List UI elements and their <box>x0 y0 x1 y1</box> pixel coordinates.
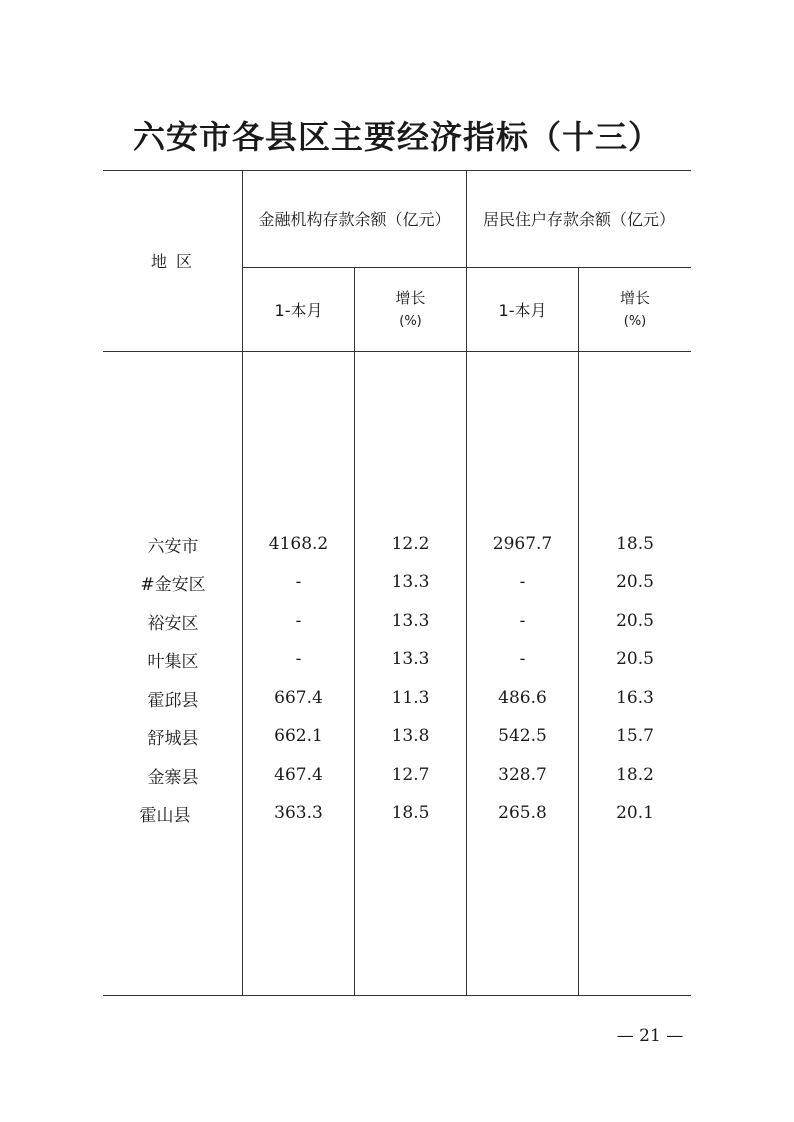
cell-g1-month: 467.4 <box>274 765 323 785</box>
cell-region: #金安区 <box>140 574 206 595</box>
cell-region: 霍邱县 <box>147 690 199 711</box>
table-row <box>103 525 691 563</box>
cell-g1-month: 363.3 <box>274 803 323 823</box>
table-row <box>103 602 691 640</box>
cell-g2-month: 2967.7 <box>492 534 553 554</box>
table-row <box>103 563 691 601</box>
cell-g2-growth: 20.5 <box>616 572 654 592</box>
header-g2-growth-unit: (%) <box>623 313 647 329</box>
cell-g1-growth: 12.7 <box>391 765 430 785</box>
table-row <box>103 794 691 832</box>
cell-region: 六安市 <box>147 536 199 557</box>
cell-g1-month: 662.1 <box>274 726 323 746</box>
cell-g2-month: - <box>519 649 526 669</box>
cell-g2-growth: 15.7 <box>616 726 654 746</box>
cell-g1-month: - <box>295 611 302 631</box>
header-g1-month: 1-本月 <box>274 301 323 320</box>
cell-g1-growth: 13.8 <box>391 726 430 746</box>
cell-region: 金寨县 <box>147 767 199 788</box>
header-g2-month: 1-本月 <box>498 301 547 320</box>
header-g1-growth <box>355 268 466 351</box>
header-g2-growth <box>579 268 691 351</box>
header-g1-growth-unit: (%) <box>399 313 422 329</box>
cell-g1-month: - <box>295 649 302 669</box>
cell-g1-growth: 13.3 <box>391 572 430 592</box>
cell-g2-growth: 16.3 <box>616 688 654 708</box>
page-title: 六安市各县区主要经济指标（十三） <box>132 118 661 156</box>
cell-g2-growth: 18.2 <box>616 765 654 785</box>
cell-g1-growth: 11.3 <box>391 688 430 708</box>
cell-region: 叶集区 <box>147 651 199 672</box>
page-number: — 21 — <box>616 1026 684 1046</box>
header-g2-growth-label: 增长 <box>619 288 650 307</box>
cell-g1-month: - <box>295 572 302 592</box>
cell-g1-month: 4168.2 <box>268 534 329 554</box>
table-bottom-border <box>103 995 691 996</box>
header-financial-deposits: 金融机构存款余额（亿元） <box>258 210 451 229</box>
cell-g2-growth: 18.5 <box>616 534 654 554</box>
cell-region: 霍山县 <box>139 805 191 826</box>
header-bottom-border <box>103 351 691 352</box>
header-region: 地 区 <box>150 252 195 271</box>
economic-indicators-table <box>103 170 691 996</box>
cell-g1-growth: 13.3 <box>391 649 430 669</box>
cell-g2-month: 542.5 <box>498 726 547 746</box>
cell-g2-month: 265.8 <box>498 803 547 823</box>
cell-g2-month: - <box>519 611 526 631</box>
cell-region: 裕安区 <box>147 613 199 634</box>
cell-g2-month: - <box>519 572 526 592</box>
cell-g2-growth: 20.5 <box>616 649 654 669</box>
cell-g2-month: 328.7 <box>498 765 547 785</box>
header-g1-growth-label: 增长 <box>395 288 426 307</box>
cell-g1-growth: 18.5 <box>391 803 430 823</box>
cell-g1-month: 667.4 <box>274 688 323 708</box>
cell-g2-growth: 20.1 <box>616 803 654 823</box>
cell-g1-growth: 13.3 <box>391 611 430 631</box>
cell-region: 舒城县 <box>147 728 199 749</box>
cell-g2-growth: 20.5 <box>616 611 654 631</box>
table-row <box>103 679 691 717</box>
table-row <box>103 640 691 678</box>
cell-g2-month: 486.6 <box>498 688 547 708</box>
table-row <box>103 756 691 794</box>
cell-g1-growth: 12.2 <box>391 534 430 554</box>
table-row <box>103 717 691 755</box>
header-household-deposits: 居民住户存款余额（亿元） <box>482 210 675 229</box>
